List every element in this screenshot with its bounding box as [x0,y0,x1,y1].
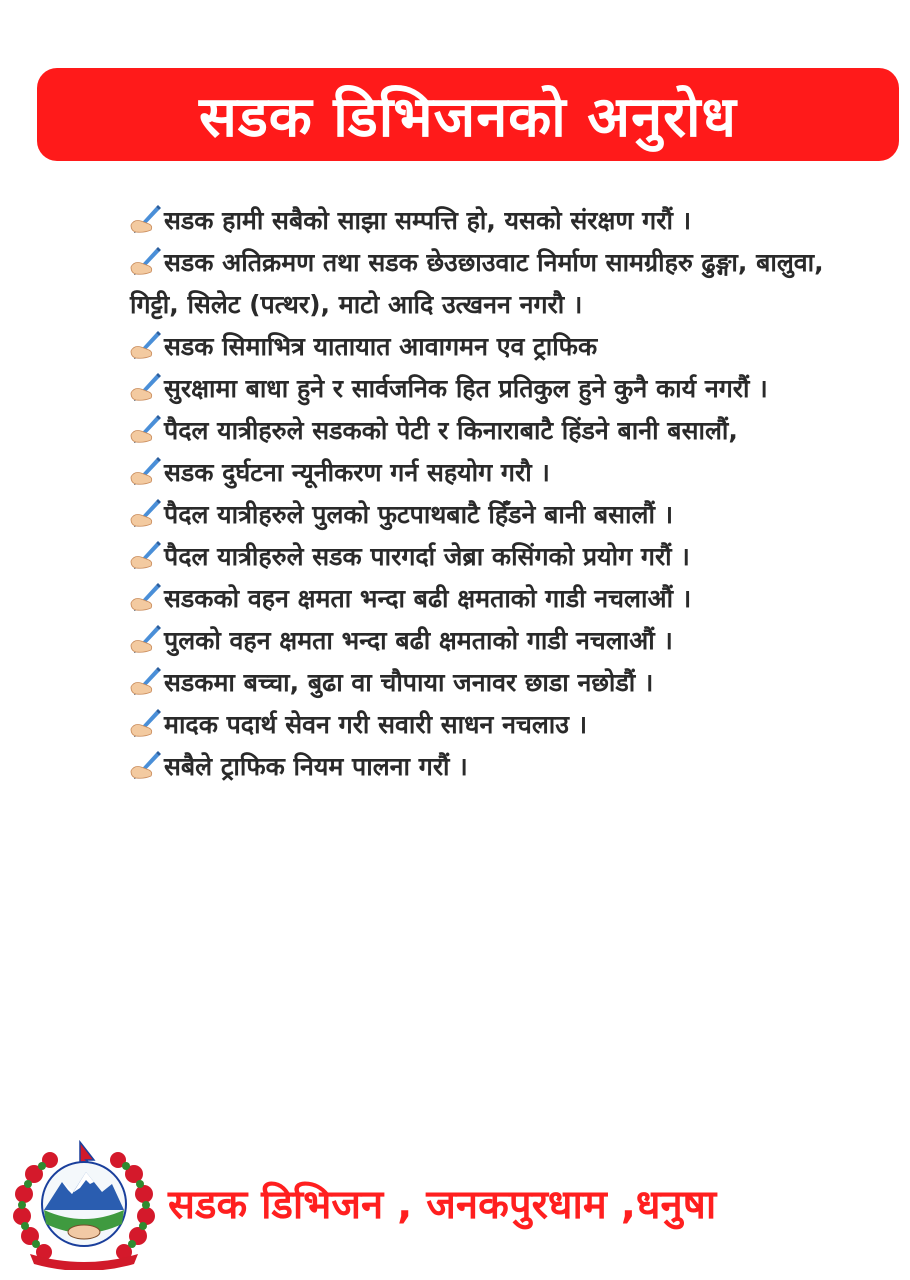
list-item [130,704,830,746]
office-name: सडक डिभिजन , जनकपुरधाम ,धनुषा [168,1182,717,1228]
list-item-text: सडक दुर्घटना न्यूनीकरण गर्न सहयोग गरौ । [164,458,550,487]
writing-hand-icon [130,623,162,653]
request-list [130,200,830,788]
writing-hand-icon [130,203,162,233]
list-item [130,410,830,452]
writing-hand-icon [130,749,162,779]
list-item [130,494,830,536]
government-emblem-icon [10,1138,158,1270]
writing-hand-icon [130,245,162,275]
list-item-text: सडक हामी सबैको साझा सम्पत्ति हो, यसको संरक्षण गरौं । [164,206,692,235]
list-item-text: सुरक्षामा बाधा हुने र सार्वजनिक हित प्रतिकुल हुने कुनै कार्य नगरौं । [164,374,768,403]
writing-hand-icon [130,371,162,401]
writing-hand-icon [130,329,162,359]
list-item [130,326,830,368]
list-item [130,662,830,704]
writing-hand-icon [130,455,162,485]
writing-hand-icon [130,497,162,527]
list-item-text: पुलको वहन क्षमता भन्दा बढी क्षमताको गाडी नचलाऔं । [164,626,673,655]
list-item [130,746,830,788]
list-item-text: सबैले ट्राफिक नियम पालना गरौं । [164,752,468,781]
list-item-text: सडकको वहन क्षमता भन्दा बढी क्षमताको गाडी नचलाऔं । [164,584,692,613]
writing-hand-icon [130,707,162,737]
list-item [130,620,830,662]
list-item [130,452,830,494]
writing-hand-icon [130,581,162,611]
list-item-text: सडक अतिक्रमण तथा सडक छेउछाउवाट निर्माण सामग्रीहरु ढुङ्गा, बालुवा, गिट्टी, सिलेट (पत्थर), माटो आदि उत्खनन नगरौ । [130,248,824,319]
list-item [130,242,830,326]
list-item [130,368,830,410]
list-item [130,200,830,242]
writing-hand-icon [130,665,162,695]
title-banner [37,68,899,161]
list-item-text: पैदल यात्रीहरुले सडक पारगर्दा जेब्रा कसिंगको प्रयोग गरौं । [164,542,690,571]
list-item [130,578,830,620]
list-item-text: पैदल यात्रीहरुले पुलको फुटपाथबाटै हिँडने बानी बसालौं । [164,500,674,529]
writing-hand-icon [130,413,162,443]
list-item-text: सडकमा बच्चा, बुढा वा चौपाया जनावर छाडा नछोडौं । [164,668,654,697]
list-item-text: मादक पदार्थ सेवन गरी सवारी साधन नचलाउ । [164,710,588,739]
writing-hand-icon [130,539,162,569]
page-title: सडक डिभिजनको अनुरोध [198,84,737,150]
list-item [130,536,830,578]
list-item-text: पैदल यात्रीहरुले सडकको पेटी र किनाराबाटै हिंडने बानी बसालौं, [164,416,738,445]
list-item-text: सडक सिमाभित्र यातायात आवागमन एव ट्राफिक [164,332,598,361]
